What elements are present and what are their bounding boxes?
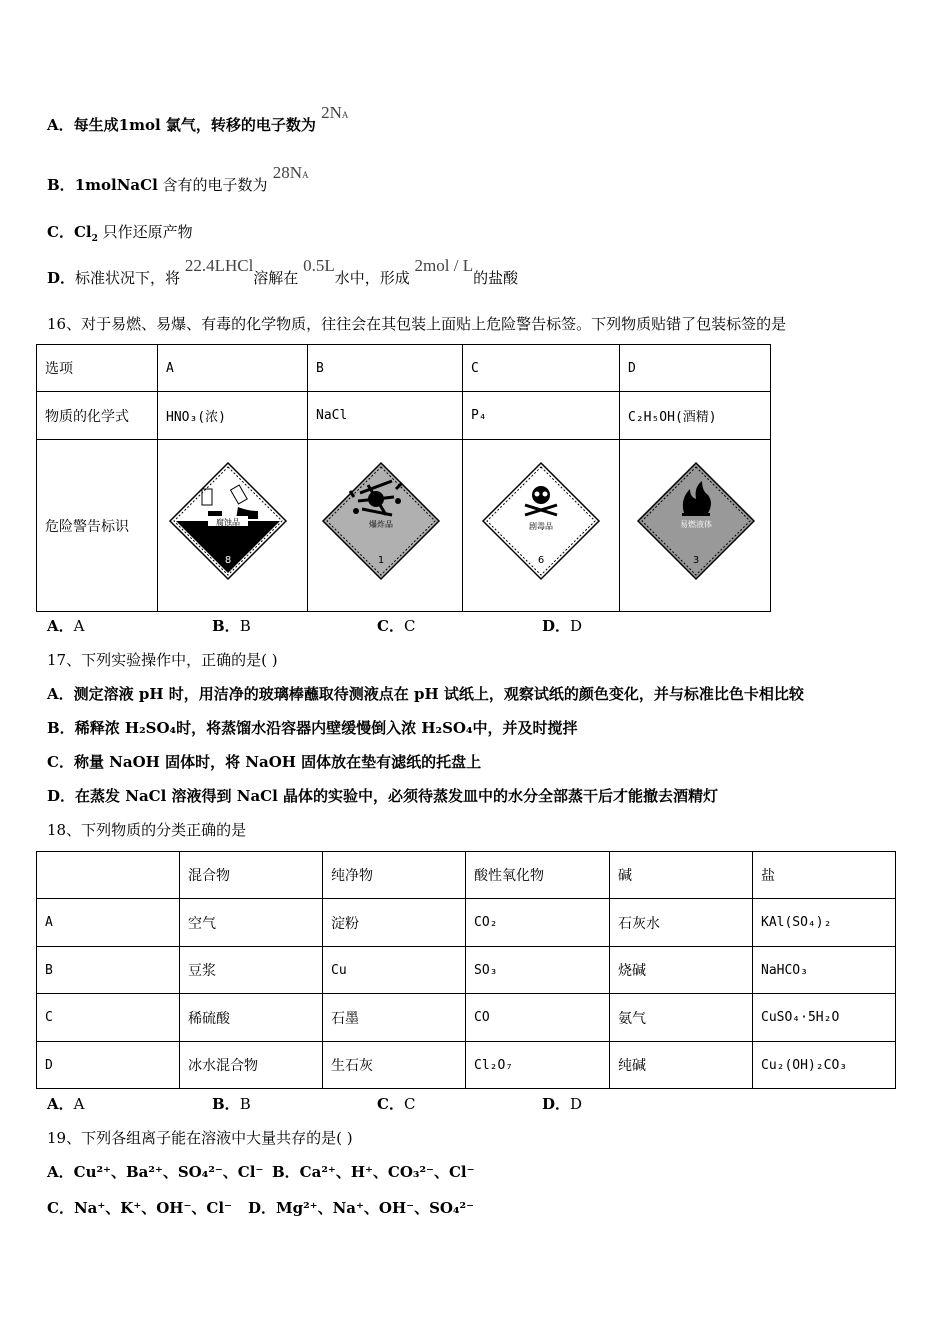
q18-header-cell: 盐: [753, 852, 896, 899]
q18-cell: NaHCO₃: [753, 947, 896, 994]
q18-header-cell: 酸性氧化物: [466, 852, 610, 899]
q16-answer-a: A．A: [47, 617, 85, 635]
formula-28na: 28NA: [272, 163, 309, 182]
q16-header-cell: D: [620, 345, 771, 392]
q16-stem: 16、对于易燃、易爆、有毒的化学物质，往往会在其包装上面贴上危险警告标签。下列物质贴错了包装标签的是: [47, 315, 787, 333]
q16-formula-cell: C₂H₅OH(酒精): [620, 392, 771, 440]
q19-option-b: B．Ca²⁺、H⁺、CO₃²⁻、Cl⁻: [272, 1163, 475, 1181]
q16-answer-c: C．C: [377, 617, 416, 635]
q18-header-cell: [37, 852, 180, 899]
q18-table: [36, 851, 896, 1089]
q15-option-b: B．1molNaCl 含有的电子数为 28NA: [47, 163, 309, 194]
q18-cell: Cu₂(OH)₂CO₃: [753, 1042, 896, 1089]
q19-option-c: C．Na⁺、K⁺、OH⁻、Cl⁻: [47, 1199, 232, 1217]
q19-option-a: A．Cu²⁺、Ba²⁺、SO₄²⁻、Cl⁻: [47, 1163, 264, 1181]
q16-formula-label: 物质的化学式: [37, 392, 158, 440]
q17-stem: 17、下列实验操作中，正确的是( ): [47, 651, 278, 669]
q16-sign-cell: [158, 440, 308, 612]
q18-answer-b: B．B: [212, 1095, 251, 1113]
q16-header-cell: B: [308, 345, 463, 392]
q18-cell: A: [37, 899, 180, 947]
q18-cell: SO₃: [466, 947, 610, 994]
q18-header-cell: 碱: [610, 852, 753, 899]
q18-cell: 石墨: [323, 994, 466, 1042]
sign-name-flammable: 易燃液体: [680, 519, 712, 529]
q17-option-a: A．测定溶液 pH 时，用洁净的玻璃棒蘸取待测液点在 pH 试纸上，观察试纸的颜色变化，并与标准比色卡相比较: [47, 685, 804, 703]
q16-header-cell: A: [158, 345, 308, 392]
q17-option-b: B．稀释浓 H₂SO₄时，将蒸馏水沿容器内壁缓慢倒入浓 H₂SO₄中，并及时搅拌: [47, 719, 578, 737]
sign-name-corrosive: 腐蚀品: [216, 517, 240, 527]
sign-name-explosive: 爆炸品: [369, 519, 393, 529]
q18-stem: 18、下列物质的分类正确的是: [47, 821, 247, 839]
toxic-sign-icon: [463, 441, 611, 611]
sign-number-8: 8: [224, 554, 232, 566]
q16-answer-d: D．D: [542, 617, 583, 635]
q18-cell: 生石灰: [323, 1042, 466, 1089]
q18-cell: CuSO₄·5H₂O: [753, 994, 896, 1042]
explosive-sign-icon: [308, 441, 454, 611]
q16-header-cell: 选项: [37, 345, 158, 392]
q16-sign-cell: [620, 440, 771, 612]
corrosive-sign-icon: [158, 441, 299, 611]
q19-option-d: D．Mg²⁺、Na⁺、OH⁻、SO₄²⁻: [248, 1199, 475, 1217]
q18-cell: 石灰水: [610, 899, 753, 947]
q18-cell: Cu: [323, 947, 466, 994]
q15-option-c: C．$Cl_2$ 只作还原产物: [47, 223, 193, 244]
q16-sign-cell: [463, 440, 620, 612]
q15-option-a: A．每生成1mol 氯气，转移的电子数为 2NA: [47, 103, 349, 134]
q16-formula-cell: P₄: [463, 392, 620, 440]
q18-cell: 豆浆: [180, 947, 323, 994]
sign-number-3: 3: [692, 554, 700, 566]
q18-cell: 稀硫酸: [180, 994, 323, 1042]
q18-answer-c: C．C: [377, 1095, 416, 1113]
flammable-liquid-sign-icon: [620, 441, 770, 611]
sign-number-6: 6: [537, 554, 545, 566]
sign-name-toxic: 剧毒品: [529, 521, 553, 531]
q18-cell: 淀粉: [323, 899, 466, 947]
q16-sign-label: 危险警告标识: [37, 440, 158, 612]
q18-cell: Cl₂O₇: [466, 1042, 610, 1089]
q16-answer-b: B．B: [212, 617, 251, 635]
q18-header-cell: 混合物: [180, 852, 323, 899]
q16-formula-cell: HNO₃(浓): [158, 392, 308, 440]
q18-cell: B: [37, 947, 180, 994]
q19-stem: 19、下列各组离子能在溶液中大量共存的是( ): [47, 1129, 353, 1147]
q15-option-d: D．标准状况下，将 22.4LHCl溶解在 0.5L水中，形成 2mol / L的盐酸: [47, 256, 519, 287]
sign-number-1: 1: [377, 554, 385, 566]
q18-cell: D: [37, 1042, 180, 1089]
q18-cell: KAl(SO₄)₂: [753, 899, 896, 947]
q17-option-c: C．称量 NaOH 固体时，将 NaOH 固体放在垫有滤纸的托盘上: [47, 753, 482, 771]
q18-cell: 烧碱: [610, 947, 753, 994]
q18-cell: 空气: [180, 899, 323, 947]
q18-header-cell: 纯净物: [323, 852, 466, 899]
q16-sign-cell: [308, 440, 463, 612]
q16-header-cell: C: [463, 345, 620, 392]
q16-table: [36, 344, 771, 612]
q18-cell: CO₂: [466, 899, 610, 947]
q18-cell: 纯碱: [610, 1042, 753, 1089]
q18-cell: 氨气: [610, 994, 753, 1042]
q16-formula-cell: NaCl: [308, 392, 463, 440]
q18-cell: C: [37, 994, 180, 1042]
q18-cell: CO: [466, 994, 610, 1042]
formula-2na: 2NA: [321, 103, 349, 122]
q18-cell: 冰水混合物: [180, 1042, 323, 1089]
q18-answer-a: A．A: [47, 1095, 85, 1113]
q18-answer-d: D．D: [542, 1095, 583, 1113]
q17-option-d: D．在蒸发 NaCl 溶液得到 NaCl 晶体的实验中，必须待蒸发皿中的水分全部蒸干后才能撤去酒精灯: [47, 787, 719, 805]
